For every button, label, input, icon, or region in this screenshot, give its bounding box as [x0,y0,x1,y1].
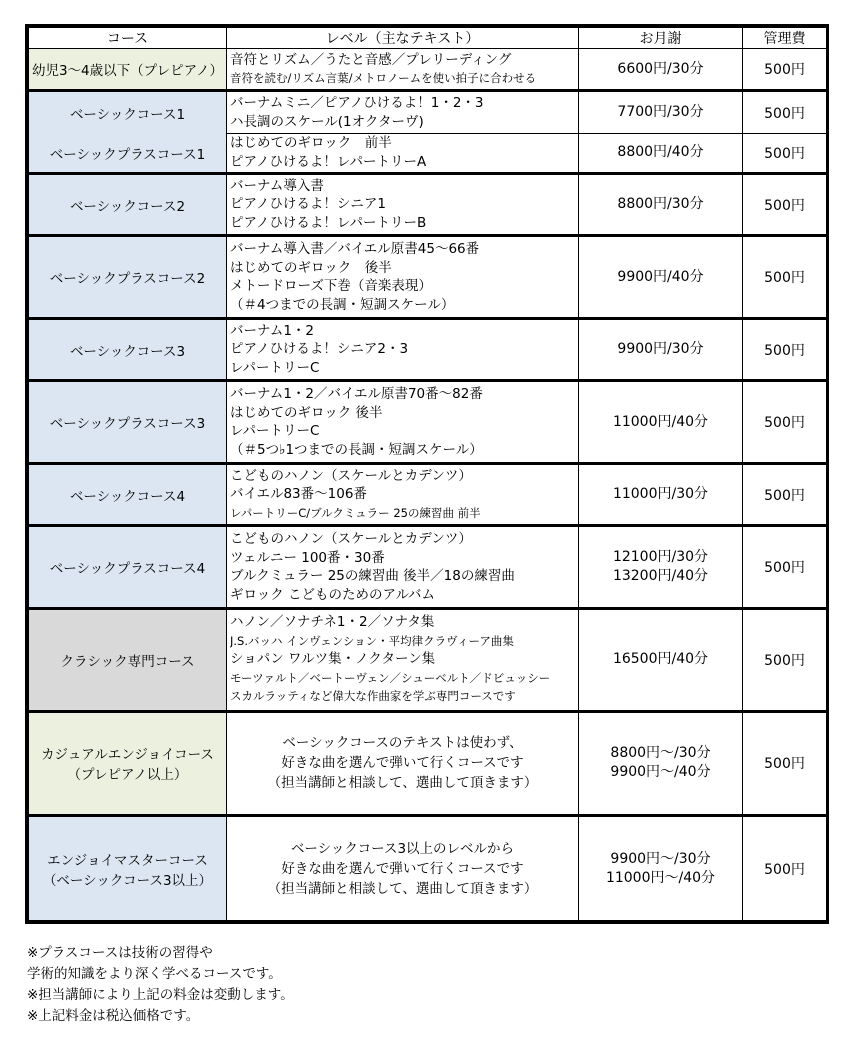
fee-cell [579,173,743,235]
course-name: ベーシックプラスコース4 [49,561,206,578]
table-row [29,711,827,816]
course-cell [29,49,227,91]
level-text: 音符とリズム／うたと音感／プレリーディング [230,51,512,68]
mgmt-cell: 500円 [743,236,827,319]
fee-cell [579,463,743,525]
footnote: 学術的知識をより深く学べるコースです。 [27,966,282,982]
fee-cell [579,236,743,319]
course-cell [29,236,227,319]
footnotes [27,943,294,1027]
level-text: 音符を読む/リズム言葉/メトロノームを使い拍子に合わせる [230,71,537,86]
table-row [29,318,827,380]
course-subtitle: （プレピアノ以上） [67,767,188,784]
fee-cell [579,49,743,91]
level-text: ピアノひけるよ！シニア2・3 [230,341,409,358]
price-table-frame [25,24,829,924]
level-cell [227,526,579,609]
table-row [29,173,827,235]
level-text: ベーシックコース3以上のレベルから [290,840,515,857]
table-row [29,91,827,133]
mgmt-cell: 500円 [743,463,827,525]
fee-cell [579,133,743,173]
course-name: ベーシックコース2 [69,198,186,215]
fee-cell [579,91,743,133]
mgmt-cell: 500円 [743,711,827,816]
fee-cell [579,711,743,816]
level-text: ショパン ワルツ集・ノクターン集 [230,651,436,668]
level-cell [227,133,579,173]
level-text: レパートリーC/ブルクミュラー 25の練習曲 前半 [230,505,481,520]
mgmt-cell: 500円 [743,318,827,380]
header-mgmt: 管理費 [743,28,827,49]
level-text: バイエル83番～106番 [230,486,367,503]
level-text: レパートリーC [230,423,320,440]
mgmt-cell: 500円 [743,608,827,711]
fee-cell [579,608,743,711]
level-text: （担当講師と相談して、選曲して頂きます） [267,775,538,792]
course-cell [29,816,227,921]
fee-text: 9900円～/30分 [610,850,711,867]
level-text: 好きな曲を選んで弾いて行くコースです [281,755,524,772]
level-text: ハノン／ソナチネ1・2／ソナタ集 [230,614,435,631]
course-name: ベーシックコース4 [69,488,186,505]
price-table [28,27,827,921]
level-text: メトードローズ下巻（音楽表現） [230,278,432,295]
fee-cell [579,526,743,609]
level-text: バーナム1・2 [230,322,315,339]
mgmt-cell: 500円 [743,49,827,91]
level-text: ピアノひけるよ！レパートリーA [230,153,427,170]
table-row [29,381,827,464]
course-cell [29,608,227,711]
level-cell [227,91,579,133]
level-text: 好きな曲を選んで弾いて行くコースです [281,860,524,877]
header-fee: お月謝 [579,28,743,49]
level-text: ギロック こどものためのアルバム [230,586,436,603]
mgmt-cell: 500円 [743,526,827,609]
course-cell [29,381,227,464]
course-cell [29,711,227,816]
footnote: ※上記料金は税込価格です。 [27,1008,200,1024]
level-text: （＃4つまでの長調・短調スケール） [230,296,455,313]
header-level: レベル（主なテキスト） [227,28,579,49]
table-row [29,608,827,711]
course-subtitle: （ベーシックコース3以上） [42,872,213,889]
level-text: ピアノひけるよ！シニア1 [230,196,387,213]
level-text: はじめてのギロック 後半 [230,259,392,276]
course-cell [29,91,227,133]
fee-text: 13200円/40分 [612,568,709,585]
table-row [29,463,827,525]
course-name: ベーシックプラスコース3 [49,416,206,433]
mgmt-cell: 500円 [743,133,827,173]
mgmt-cell: 500円 [743,816,827,921]
level-text: （＃5つ♭1つまでの長調・短調スケール） [230,441,483,458]
level-text: バーナム導入書／バイエル原書45～66番 [230,241,480,258]
level-text: ブルクミュラー 25の練習曲 後半／18の練習曲 [230,568,515,585]
level-text: モーツァルト／ベートーヴェン／シューベルト／ドビュッシー [230,670,551,685]
level-cell [227,608,579,711]
fee-text: 9900円/30分 [617,341,704,358]
course-name: クラシック専門コース [60,653,195,670]
course-cell [29,526,227,609]
fee-text: 8800円/30分 [617,196,704,213]
mgmt-cell: 500円 [743,91,827,133]
fee-text: 6600円/30分 [617,60,704,77]
course-name: ベーシックプラスコース2 [49,271,206,288]
level-text: ハ長調のスケール(1オクターヴ) [230,113,424,130]
table-row [29,526,827,609]
level-text: バーナム導入書 [230,177,324,194]
level-text: （担当講師と相談して、選曲して頂きます） [267,880,538,897]
mgmt-cell: 500円 [743,173,827,235]
level-cell [227,381,579,464]
fee-text: 8800円/40分 [617,144,704,161]
level-text: こどものハノン（スケールとカデンツ） [230,467,472,484]
course-cell [29,463,227,525]
fee-text: 11000円/40分 [612,413,709,430]
level-text: バーナムミニ／ピアノひけるよ！1・2・3 [230,95,484,112]
level-text: はじめてのギロック 前半 [230,135,392,152]
level-cell [227,236,579,319]
table-row [29,49,827,91]
level-text: バーナム1・2／バイエル原書70番～82番 [230,386,483,403]
fee-cell [579,816,743,921]
level-cell [227,816,579,921]
level-cell [227,49,579,91]
fee-text: 9900円/40分 [617,268,704,285]
level-text: ベーシックコースのテキストは使わず、 [282,735,523,752]
table-row [29,133,827,173]
level-text: はじめてのギロック 後半 [230,404,383,421]
course-name: ベーシックコース3 [69,343,186,360]
course-cell [29,133,227,173]
header-course: コース [29,28,227,49]
level-cell [227,711,579,816]
level-text: レパートリーC [230,359,320,376]
header-row [29,28,827,49]
level-text: スカルラッティなど偉大な作曲家を学ぶ専門コースです [230,689,516,704]
fee-cell [579,318,743,380]
fee-text: 8800円～/30分 [610,745,711,762]
level-text: ツェルニー 100番・30番 [230,549,385,566]
mgmt-cell: 500円 [743,381,827,464]
level-text: ピアノひけるよ！レパートリーB [230,214,427,231]
table-row [29,816,827,921]
fee-text: 11000円～/40分 [605,869,716,886]
fee-cell [579,381,743,464]
course-name: 幼児3～4歳以下（プレピアノ） [31,63,224,80]
course-name: カジュアルエンジョイコース [41,747,214,764]
fee-text: 12100円/30分 [612,549,709,566]
level-text: こどものハノン（スケールとカデンツ） [230,531,472,548]
table-row [29,236,827,319]
course-cell [29,318,227,380]
footnote: ※担当講師により上記の料金は変動します。 [27,987,294,1003]
fee-text: 11000円/30分 [612,486,709,503]
level-text: J.S.バッハ インヴェンション・平均律クラヴィーア曲集 [230,633,514,648]
course-cell [29,173,227,235]
fee-text: 7700円/30分 [617,104,704,121]
footnote: ※プラスコースは技術の習得や [27,945,213,961]
course-name: ベーシックコース1 [69,106,186,123]
level-cell [227,318,579,380]
level-cell [227,173,579,235]
fee-text: 16500円/40分 [612,651,709,668]
course-name: ベーシックプラスコース1 [49,146,206,163]
fee-text: 9900円～/40分 [610,764,711,781]
course-name: エンジョイマスターコース [47,852,208,869]
level-cell [227,463,579,525]
